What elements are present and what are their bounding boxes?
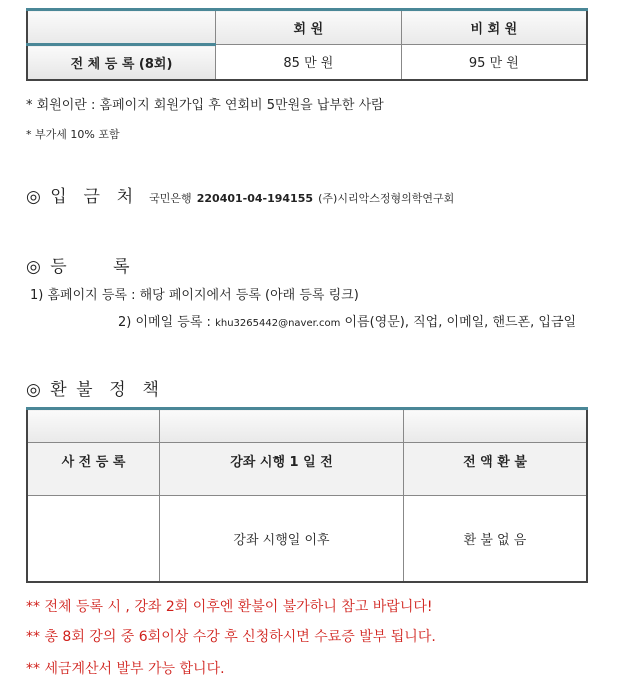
account-number: 220401-04-194155 — [196, 192, 314, 205]
refund-title: ◎ 환 불 정 책 — [26, 380, 161, 400]
warning-certificate: ** 총 8회 강의 중 6회이상 수강 후 신청하시면 수료증 발부 됩니다. — [26, 629, 436, 645]
refund-cell — [27, 496, 160, 582]
deposit-section — [26, 186, 454, 210]
registration-title: ◎ 등 록 — [26, 257, 132, 277]
fee-header-empty — [27, 10, 216, 45]
email-link[interactable]: khu3265442@naver.com — [215, 318, 341, 329]
refund-cell: 환 불 없 음 — [404, 496, 588, 582]
account-holder: (주)시리악스정형의학연구회 — [318, 192, 455, 205]
refund-cell: 전 액 환 불 — [404, 443, 588, 496]
refund-cell: 사 전 등 록 — [27, 443, 160, 496]
email-label: 2) 이메일 등록 : — [118, 315, 211, 330]
refund-header-cell — [404, 409, 588, 443]
member-fee: 85 만 원 — [216, 45, 402, 80]
warning-invoice: ** 세금계산서 발부 가능 합니다. — [26, 661, 225, 677]
vat-note: * 부가세 10% 포함 — [26, 128, 120, 141]
fee-row-label: 전 체 등 록 (8회) — [27, 45, 216, 80]
nonmember-fee: 95 만 원 — [401, 45, 587, 80]
refund-cell: 강좌 시행 1 일 전 — [160, 443, 404, 496]
refund-header-cell — [27, 409, 160, 443]
deposit-title: ◎ 입 금 처 — [26, 187, 136, 207]
fee-header-nonmember: 비 회 원 — [401, 10, 587, 45]
bank-name: 국민은행 — [149, 192, 192, 205]
registration-item-email — [118, 314, 576, 333]
refund-cell: 강좌 시행일 이후 — [160, 496, 404, 582]
email-fields: 이름(영문), 직업, 이메일, 핸드폰, 입금일 — [344, 315, 577, 330]
registration-item-homepage: 1) 홈페이지 등록 : 해당 페이지에서 등록 (아래 등록 링크) — [30, 288, 359, 303]
warning-refund: ** 전체 등록 시 , 강좌 2회 이후엔 환불이 불가하니 참고 바랍니다! — [26, 599, 433, 615]
fee-table — [26, 8, 588, 81]
fee-header-member: 회 원 — [216, 10, 402, 45]
refund-table — [26, 407, 588, 583]
refund-header-cell — [160, 409, 404, 443]
member-note: * 회원이란 : 홈페이지 회원가입 후 연회비 5만원을 납부한 사람 — [26, 98, 384, 113]
